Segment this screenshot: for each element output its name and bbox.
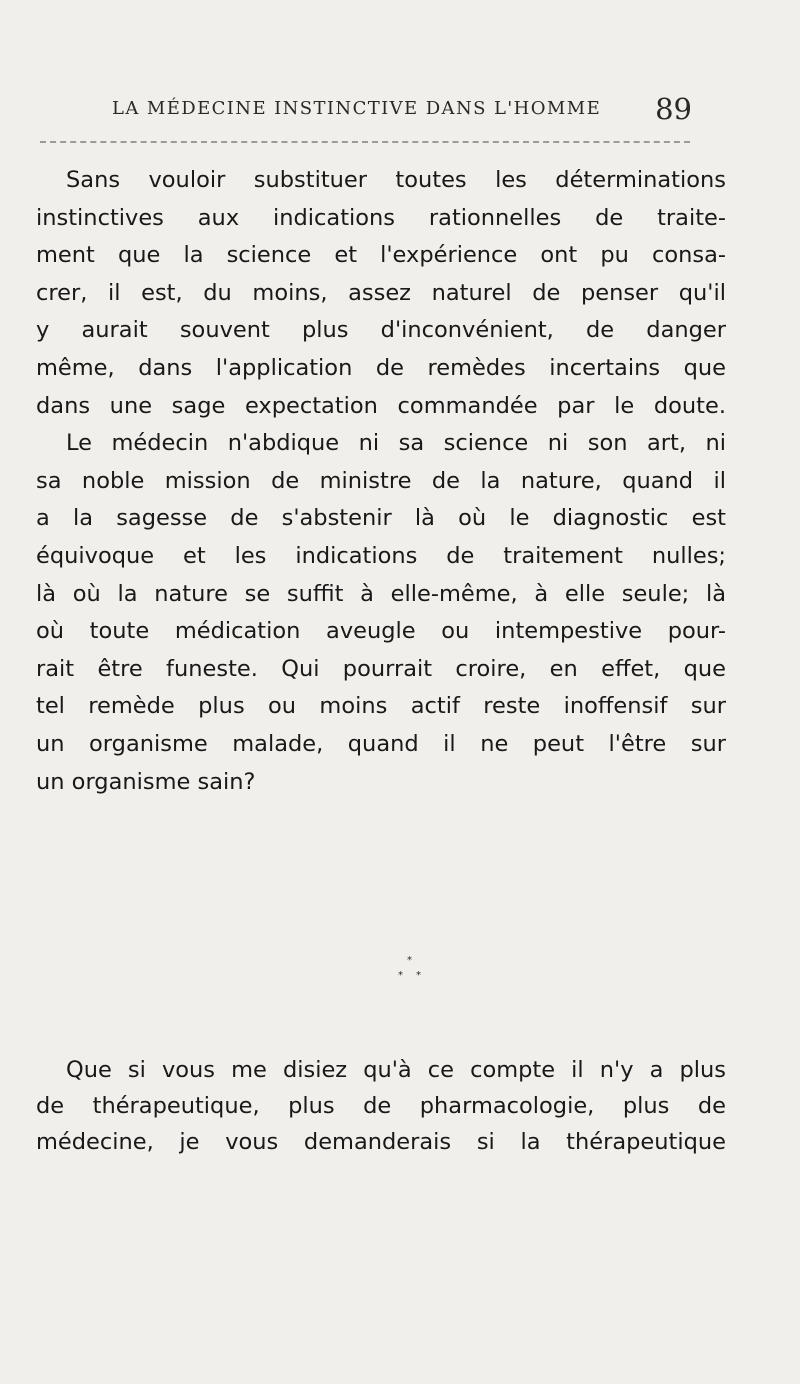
text-line: Le médecin n'abdique ni sa science ni son art, ni <box>66 430 726 457</box>
text-line: a la sagesse de s'abstenir là où le diagnostic est <box>36 505 726 532</box>
text-line: un organisme malade, quand il ne peut l'être sur <box>36 730 726 757</box>
text-line: ment que la science et l'expérience ont pu consa- <box>36 242 726 269</box>
header-rule <box>40 141 690 143</box>
main-text-continued <box>36 1052 726 1160</box>
text-line: là où la nature se suffit à elle-même, à elle seule; là <box>36 580 726 607</box>
running-title: LA MÉDECINE INSTINCTIVE DANS L'HOMME <box>112 98 602 119</box>
asterism-star: * <box>416 970 421 981</box>
main-text <box>36 162 726 801</box>
running-head <box>112 94 692 134</box>
text-line: où toute médication aveugle ou intempestive pour- <box>36 618 726 645</box>
text-line: sa noble mission de ministre de la nature, quand il <box>36 467 726 494</box>
text-line: tel remède plus ou moins actif reste inoffensif sur <box>36 693 726 720</box>
asterism-star: * <box>398 970 403 981</box>
asterism-separator <box>0 956 800 998</box>
text-line: Sans vouloir substituer toutes les déterminations <box>66 167 726 193</box>
text-line: même, dans l'application de remèdes incertains que <box>36 354 726 381</box>
text-line: un organisme sain? <box>36 768 256 795</box>
text-line: y aurait souvent plus d'inconvénient, de danger <box>36 317 726 344</box>
asterism-star: * <box>407 955 412 966</box>
text-line: dans une sage expectation commandée par le doute. <box>36 392 726 419</box>
text-line: de thérapeutique, plus de pharmacologie, plus de <box>36 1093 726 1119</box>
text-line: rait être funeste. Qui pourrait croire, en effet, que <box>36 655 726 682</box>
text-line: instinctives aux indications rationnelles de traite- <box>36 204 726 231</box>
text-line: médecine, je vous demanderais si la thérapeutique <box>36 1129 726 1155</box>
page-number: 89 <box>655 92 692 126</box>
text-line: équivoque et les indications de traitement nulles; <box>36 542 726 569</box>
text-line: crer, il est, du moins, assez naturel de penser qu'il <box>36 279 726 306</box>
text-line: Que si vous me disiez qu'à ce compte il n'y a plus <box>66 1057 726 1083</box>
